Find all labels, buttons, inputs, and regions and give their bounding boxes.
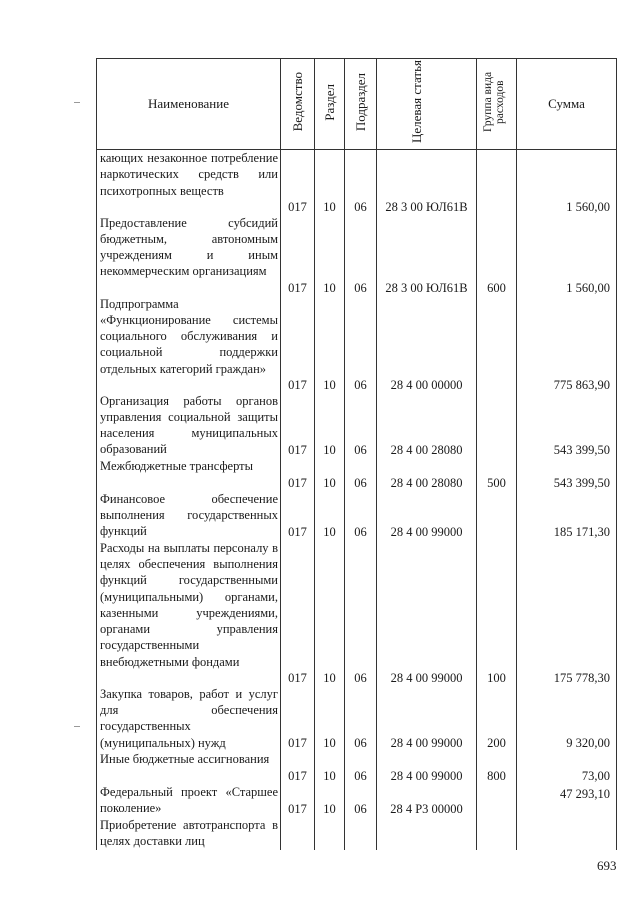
row-target: 28 3 00 ЮЛ61В: [377, 215, 477, 296]
row-razdel: 10: [315, 784, 345, 817]
row-group: [477, 150, 517, 215]
row-podrazdel: 06: [345, 150, 377, 215]
table-row: [97, 491, 617, 540]
row-vedomstvo: [281, 817, 315, 850]
row-sum: 73,00: [517, 751, 617, 784]
table-row: [97, 393, 617, 458]
header-razdel: Раздел: [315, 59, 345, 150]
row-name: кающих незаконное потребление наркотических средств или психотропных веществ: [97, 150, 281, 215]
row-sum: 1 560,00: [517, 215, 617, 296]
table-row: [97, 296, 617, 393]
header-target: Целевая статья: [377, 59, 477, 150]
row-group: [477, 296, 517, 393]
table-row: [97, 784, 617, 817]
row-name: Межбюджетные трансферты: [97, 458, 281, 491]
row-razdel: 10: [315, 458, 345, 491]
row-target: 28 4 00 99000: [377, 686, 477, 751]
row-sum: 185 171,30: [517, 491, 617, 540]
row-razdel: 10: [315, 491, 345, 540]
row-podrazdel: 06: [345, 458, 377, 491]
row-target: [377, 817, 477, 850]
header-group: Группа вида расходов: [477, 59, 517, 150]
row-vedomstvo: 017: [281, 686, 315, 751]
row-target: 28 4 Р3 00000: [377, 784, 477, 817]
header-podrazdel: Подраздел: [345, 59, 377, 150]
row-razdel: 10: [315, 540, 345, 686]
row-vedomstvo: 017: [281, 751, 315, 784]
row-group: [477, 491, 517, 540]
row-podrazdel: [345, 817, 377, 850]
row-vedomstvo: 017: [281, 393, 315, 458]
row-name: Организация работы органов управления социальной защиты населения муниципальных образований: [97, 393, 281, 458]
row-razdel: 10: [315, 751, 345, 784]
row-razdel: 10: [315, 150, 345, 215]
row-podrazdel: 06: [345, 686, 377, 751]
row-group: [477, 393, 517, 458]
row-group: 100: [477, 540, 517, 686]
row-target: 28 4 00 28080: [377, 393, 477, 458]
table-row: [97, 686, 617, 751]
table-row: [97, 817, 617, 850]
row-vedomstvo: 017: [281, 491, 315, 540]
row-name: Предоставление субсидий бюджетным, автономным учреждениям и иным некоммерческим организациям: [97, 215, 281, 296]
row-target: 28 4 00 00000: [377, 296, 477, 393]
row-razdel: 10: [315, 686, 345, 751]
row-razdel: [315, 817, 345, 850]
row-sum: 543 399,50: [517, 458, 617, 491]
row-sum: 175 778,30: [517, 540, 617, 686]
row-sum: 47 293,10: [517, 784, 617, 817]
table-row: [97, 540, 617, 686]
row-group: 500: [477, 458, 517, 491]
row-vedomstvo: 017: [281, 540, 315, 686]
row-name: Подпрограмма «Функционирование системы социального обслуживания и социальной поддержки отдельных категорий граждан»: [97, 296, 281, 393]
header-row: [97, 59, 617, 150]
row-target: 28 4 00 99000: [377, 540, 477, 686]
row-group: 600: [477, 215, 517, 296]
row-target: 28 3 00 ЮЛ61В: [377, 150, 477, 215]
header-sum: Сумма: [517, 59, 617, 150]
row-vedomstvo: 017: [281, 215, 315, 296]
row-target: 28 4 00 99000: [377, 751, 477, 784]
row-podrazdel: 06: [345, 784, 377, 817]
row-group: 200: [477, 686, 517, 751]
row-name: Иные бюджетные ассигнования: [97, 751, 281, 784]
row-podrazdel: 06: [345, 215, 377, 296]
row-group: [477, 817, 517, 850]
row-name: Федеральный проект «Старшее поколение»: [97, 784, 281, 817]
budget-table: [96, 58, 617, 850]
row-group: [477, 784, 517, 817]
header-vedomstvo: Ведомство: [281, 59, 315, 150]
margin-mark: [74, 726, 80, 727]
margin-mark: [74, 102, 80, 103]
row-podrazdel: 06: [345, 491, 377, 540]
row-vedomstvo: 017: [281, 458, 315, 491]
row-sum: [517, 817, 617, 850]
row-vedomstvo: 017: [281, 296, 315, 393]
row-vedomstvo: 017: [281, 150, 315, 215]
header-name: Наименование: [97, 59, 281, 150]
page-number: 693: [597, 858, 617, 873]
row-podrazdel: 06: [345, 751, 377, 784]
row-target: 28 4 00 28080: [377, 458, 477, 491]
row-podrazdel: 06: [345, 296, 377, 393]
row-razdel: 10: [315, 215, 345, 296]
row-sum: 543 399,50: [517, 393, 617, 458]
row-podrazdel: 06: [345, 540, 377, 686]
row-podrazdel: 06: [345, 393, 377, 458]
row-name: Приобретение автотранспорта в целях доставки лиц: [97, 817, 281, 850]
row-razdel: 10: [315, 296, 345, 393]
row-target: 28 4 00 99000: [377, 491, 477, 540]
table-row: [97, 458, 617, 491]
row-group: 800: [477, 751, 517, 784]
row-name: Закупка товаров, работ и услуг для обеспечения государственных (муниципальных) нужд: [97, 686, 281, 751]
row-name: Расходы на выплаты персоналу в целях обеспечения выполнения функций государственными (муниципальными) органами, казенными учреждениями, органами управления государственными внебюджетными фондами: [97, 540, 281, 686]
table-row: [97, 150, 617, 215]
row-sum: 1 560,00: [517, 150, 617, 215]
row-vedomstvo: 017: [281, 784, 315, 817]
table-row: [97, 215, 617, 296]
row-razdel: 10: [315, 393, 345, 458]
row-name: Финансовое обеспечение выполнения государственных функций: [97, 491, 281, 540]
row-sum: 9 320,00: [517, 686, 617, 751]
row-sum: 775 863,90: [517, 296, 617, 393]
table-row: [97, 751, 617, 784]
